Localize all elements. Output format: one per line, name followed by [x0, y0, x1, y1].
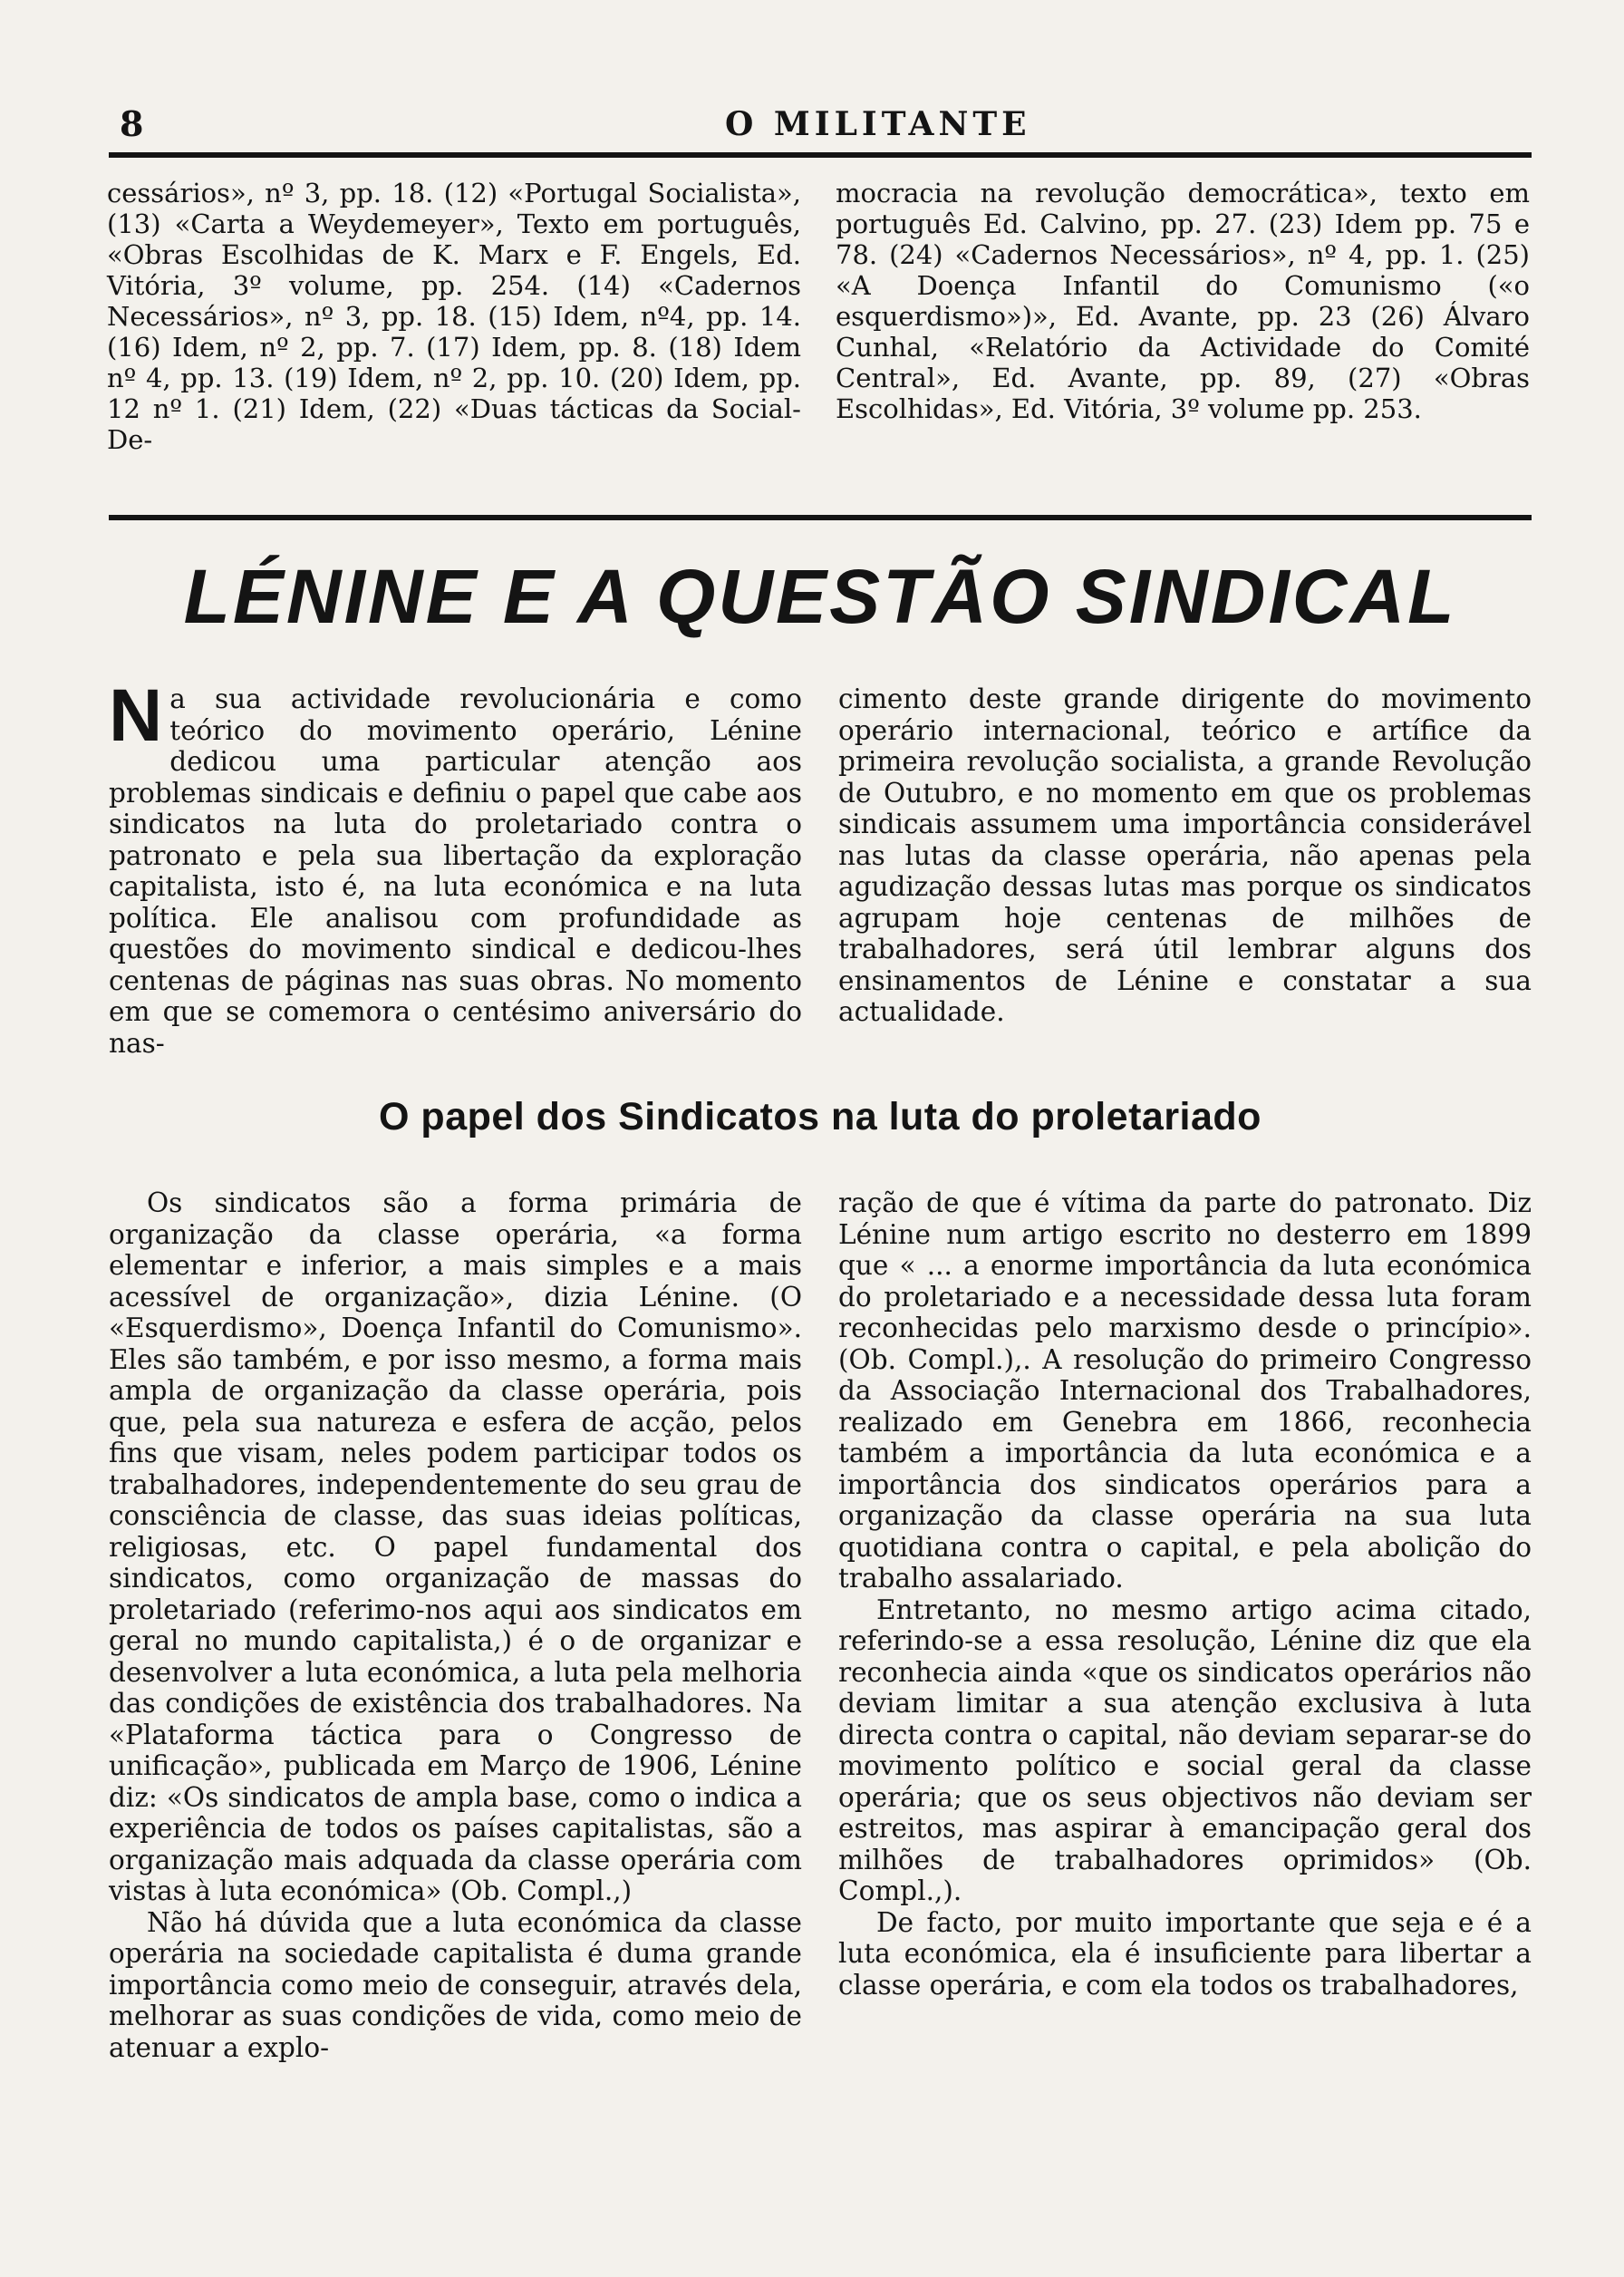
intro-right-column: cimento deste grande dirigente do movimento operário internacional, teórico e artífice da primeira revolução socialista, a grande Revolução de Outubro, e no momento em que os problemas sindicais assumem uma importância considerável nas lutas da classe operária, não apenas pela agudização dessas lutas mas porque os sindicatos agrupam hoje centenas de milhões de trabalhadores, será útil lembrar alguns dos ensinamentos de Lénine e constatar a sua actualidade. — [838, 683, 1532, 1027]
paragraph: Não há dúvida que a luta económica da classe operária na sociedade capitalista é duma grande importância como meio de conseguir, através dela, melhorar as suas condições de vida, como meio de atenuar a explo- — [109, 1906, 802, 2063]
drop-cap: N — [109, 674, 163, 757]
paragraph: Os sindicatos são a forma primária de organização da classe operária, «a forma elementar e inferior, a mais simples e a mais acessível de organização», dizia Lénine. (O «Esquerdismo», Doença Infantil do Comunismo». Eles são também, e por isso mesmo, a forma mais ampla de organização da classe operária, pois que, pela sua natureza e esfera de acção, pelos fins que visam, neles podem participar todos os trabalhadores, independentemente do seu grau de consciência de classe, das suas ideias políticas, religiosas, etc. O papel fundamental dos sindicatos, como organização de massas do proletariado (referimo-nos aqui aos sindicatos em geral no mundo capitalista,) é o de organizar e desenvolver a luta económica, a luta pela melhoria das condições de existência dos trabalhadores. Na «Plataforma táctica para o Congresso de unificação», publicada em Março de 1906, Lénine diz: «Os sindicatos de ampla base, como o indica a experiência de todos os países capitalistas, são a organização mais adquada da classe operária com vistas à luta económica» (Ob. Compl.,) — [109, 1187, 802, 1906]
body-right-column — [838, 1187, 1532, 2239]
footnotes-block — [107, 178, 1530, 522]
footnotes-right-column: mocracia na revolução democrática», texto em português Ed. Calvino, pp. 27. (23) Idem pp. 75 e 78. (24) «Cadernos Necessários», nº 4, pp. 1. (25) «A Doença Infantil do Comunismo («o esquerdismo»)», Ed. Avante, pp. 23 (26) Álvaro Cunhal, «Relatório da Actividade do Comité Central», Ed. Avante, pp. 89, (27) «Obras Escolhidas», Ed. Vitória, 3º volume pp. 253. — [836, 178, 1530, 424]
paragraph: Entretanto, no mesmo artigo acima citado, referindo-se a essa resolução, Lénine diz que ela reconhecia ainda «que os sindicatos operários não deviam limitar a sua atenção exclusiva à luta directa contra o capital, não deviam separar-se do movimento político e social geral da classe operária; que os seus objectivos não deviam ser estreitos, mas aspirar à emancipação geral dos milhões de trabalhadores oprimidos» (Ob. Compl.,). — [838, 1594, 1532, 1906]
section-heading: O papel dos Sindicatos na luta do proletariado — [379, 1095, 1262, 1138]
intro-left-column — [109, 674, 802, 1064]
paragraph: De facto, por muito importante que seja e é a luta económica, ela é insuficiente para libertar a classe operária, e com ela todos os trabalhadores, — [838, 1906, 1532, 2001]
header-rule — [109, 152, 1532, 158]
footnotes-left-column: cessários», nº 3, pp. 18. (12) «Portugal Socialista», (13) «Carta a Weydemeyer», Texto em português, «Obras Escolhidas de K. Marx e F. Engels, Ed. Vitória, 3º volume, pp. 254. (14) «Cadernos Necessários», nº 3, pp. 18. (15) Idem, nº4, pp. 14. (16) Idem, nº 2, pp. 7. (17) Idem, pp. 8. (18) Idem nº 4, pp. 13. (19) Idem, nº 2, pp. 10. (20) Idem, pp. 12 nº 1. (21) Idem, (22) «Duas tácticas da Social-De- — [107, 178, 801, 455]
page-number: 8 — [120, 103, 144, 144]
article-intro — [109, 674, 1532, 1064]
intro-left-text: a sua actividade revolucionária e como teórico do movimento operário, Lénine dedicou uma particular atenção aos problemas sindicais e definiu o papel que cabe aos sindicatos na luta do proletariado contra o patronato e pela sua libertação da exploração capitalista, isto é, na luta económica e na luta política. Ele analisou com profundidade as questões do movimento sindical e dedicou-lhes centenas de páginas nas suas obras. No momento em que se comemora o centésimo aniversário do nas- — [109, 683, 802, 1059]
masthead: O MILITANTE — [725, 105, 1031, 143]
article-body — [109, 1187, 1532, 2239]
body-left-column — [109, 1187, 802, 2239]
footnotes-rule — [109, 515, 1532, 520]
article-title: LÉNINE E A QUESTÃO SINDICAL — [183, 554, 1457, 639]
paragraph: ração de que é vítima da parte do patronato. Diz Lénine num artigo escrito no desterro em 1899 que « ... a enorme importância da luta económica do proletariado e a necessidade dessa luta foram reconhecidas pelo marxismo desde o princípio». (Ob. Compl.),. A resolução do primeiro Congresso da Associação Internacional dos Trabalhadores, realizado em Genebra em 1866, reconhecia também a importância da luta económica e a importância dos sindicatos operários para a organização da classe operária na sua luta quotidiana contra o capital, e pela abolição do trabalho assalariado. — [838, 1187, 1532, 1594]
page-header — [109, 98, 1532, 149]
